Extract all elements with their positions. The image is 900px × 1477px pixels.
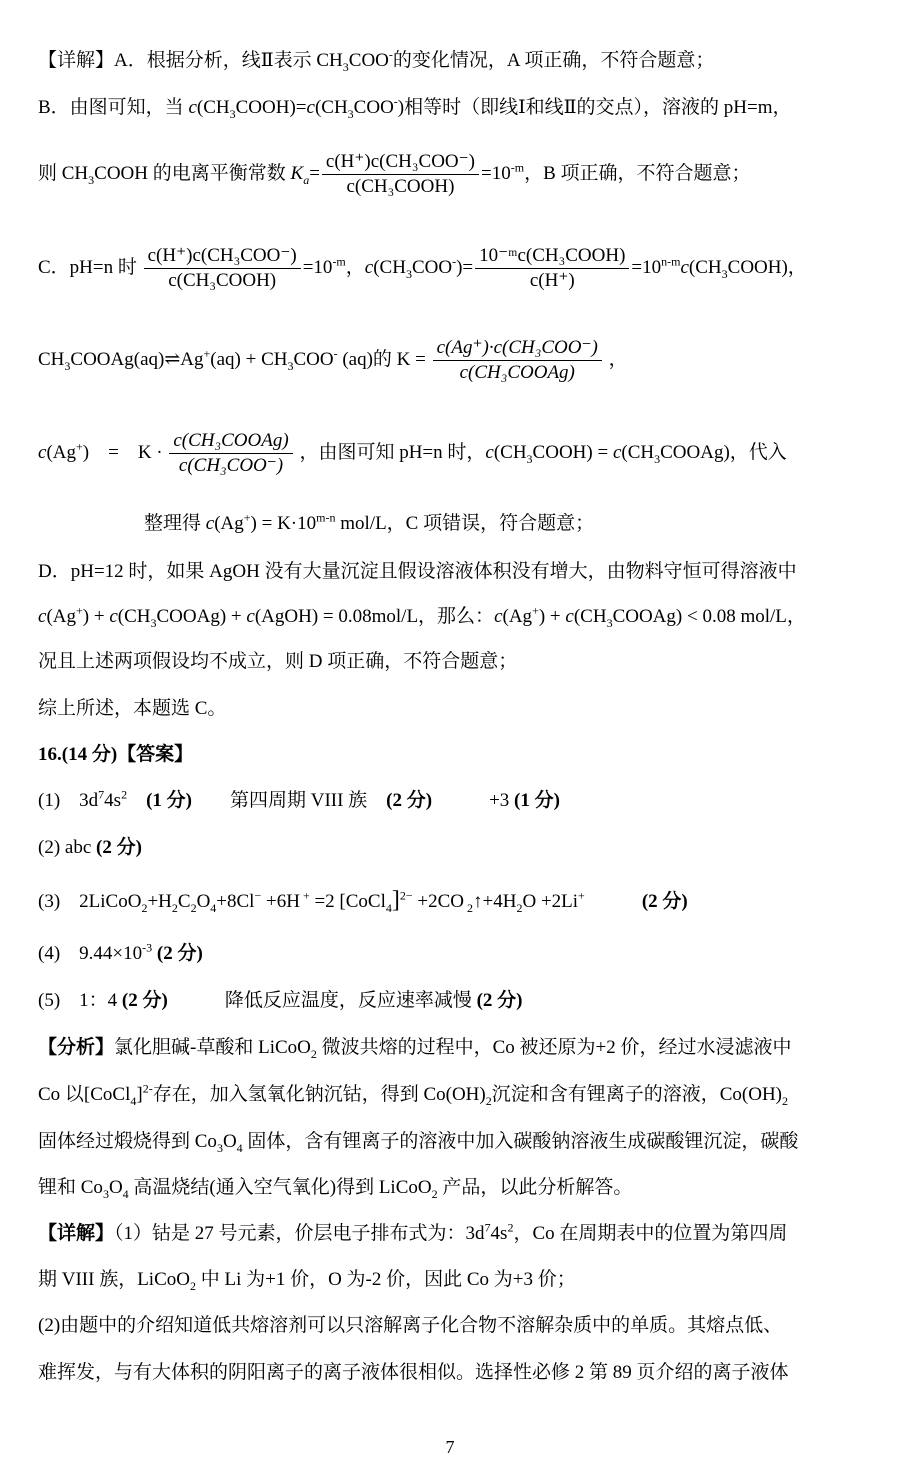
answer-line: (1) $3d^74s^2$ (1 分) 第四周期 VIII 族 (2 分) +3 (1 分) [38,787,560,811]
text-line: 则 $CH_3COOH$ 的电离平衡常数 $K_a=$ $\frac{\text{c(H⁺)c(CH₃COO⁻)}}{\text{c(CH₃COOH)}}$ $=10^{-m}$，B 项正确，不符合题意； [38,151,751,198]
analysis-line: 固体经过煅烧得到 $Co_3O_4$ 固体，含有锂离子的溶液中加入碳酸钠溶液生成碳酸锂沉淀，碳酸 [38,1131,799,1155]
fraction: $\frac{\text{c(H⁺)c(CH₃COO⁻)}}{\text{c(CH₃COOH)}}$ [144,245,301,292]
fraction: $\frac{\text{10⁻ᵐc(CH₃COOH)}}{c(H^+)}$ [475,245,629,292]
analysis-line: 锂和 $Co_3O_4$ 高温烧结(通入空气氧化)得到 LiCoO$_2$ 产品，以此分析解答。 [38,1177,633,1201]
text-line: c(Ag+) = K · $\frac{\text{c(CH₃COOAg)}}{\text{c(CH₃COO⁻)}}$ ，由图可知 pH=n 时，$c(CH_3COOH)$ = $c(CH_3COOAg)$，代入 [38,430,787,477]
text-line: 综上所述，本题选 C。 [38,698,227,719]
text-line: D．pH=12 时，如果 AgOH 没有大量沉淀且假设溶液体积没有增大，由物料守恒可得溶液中 [38,561,797,582]
text-line: B．由图可知，当 $c(CH_3COOH)=c(CH_3COO^-)$相等时（即线Ⅰ和线Ⅱ的交点），溶液的 pH=m， [38,94,792,121]
section-heading: 16.(14 分)【答案】 [38,744,194,765]
analysis-line: Co 以[CoCl$_4$]$^{2-}$存在，加入氢氧化钠沉钴，得到 $Co(OH)_2$沉淀和含有锂离子的溶液，$Co(OH)_2$ [38,1081,789,1108]
answer-line: (2) abc (2 分) [38,837,142,858]
text-line: 整理得 $c(Ag^+) = K\cdot 10^{m-n}$ mol/L，C 项错误，符合题意； [144,510,595,534]
fraction: $\frac{\text{c(H⁺)c(CH₃COO⁻)}}{\text{c(CH₃COOH)}}$ [322,151,479,198]
answer-line: (4) $9.44\times 10^{-3}$ (2 分) [38,940,203,964]
fraction: $\frac{\text{c(CH₃COOAg)}}{\text{c(CH₃COO⁻)}}$ [169,430,292,477]
answer-line: (5) 1：4 (2 分) 降低反应温度，反应速率减慢 (2 分) [38,990,523,1011]
analysis-line: 【分析】氯化胆碱-草酸和 LiCoO$_2$ 微波共熔的过程中，Co 被还原为+2 价，经过水浸滤液中 [38,1037,792,1061]
detail-line: 期 VIII 族，LiCoO$_2$ 中 Li 为+1 价，O 为-2 价，因此 Co 为+3 价； [38,1269,576,1293]
detail-line: (2)由题中的介绍知道低共熔溶剂可以只溶解离子化合物不溶解杂质中的单质。其熔点低、 [38,1315,783,1336]
text-line: $CH_3COOAg(aq)\rightleftharpoons Ag^+(aq) + CH_3COO^-$ (aq)的 K = $\frac{\text{c(Ag⁺)·c(CH₃COO⁻)}}{\text{c(CH₃COOAg)}}$ ， [38,337,628,384]
text-line: 【详解】A．根据分析，线Ⅱ表示 $CH_3COO^-$的变化情况，A 项正确，不符合题意； [38,47,715,74]
page-number: 7 [445,1437,455,1457]
text-line: $c(Ag^+) + c(CH_3COOAg)$ + c(AgOH) = 0.08mol/L，那么：$c(Ag^+) + c(CH_3COOAg) < 0.08$ mol/L， [38,603,806,630]
detail-line: 【详解】（1）钴是 27 号元素，价层电子排布式为：$3d^74s^2$，Co 在周期表中的位置为第四周 [38,1220,788,1244]
answer-line: (3) $2LiCoO_2+H_2C_2O_4+8Cl^- +6H$ + =2 [CoCl$_4$]$^{2-}$ +2CO $_2↑+4H_2O +2Li^+$ (2 分) [38,887,688,915]
text-line: 况且上述两项假设均不成立，则 D 项正确，不符合题意； [38,651,518,672]
text-line: C．pH=n 时 $\frac{\text{c(H⁺)c(CH₃COO⁻)}}{\text{c(CH₃COOH)}}$ $=10^{-m}$，$c(CH_3COO^-)=$ $\frac{\text{10⁻ᵐc(CH₃COOH)}}{c(H^+)}$ $=10^{n-m}c(CH_3COOH)$， [38,245,807,292]
fraction: $\frac{\text{c(Ag⁺)·c(CH₃COO⁻)}}{\text{c(CH₃COOAg)}}$ [433,337,602,384]
detail-line: 难挥发，与有大体积的阴阳离子的离子液体很相似。选择性必修 2 第 89 页介绍的离子液体 [38,1362,789,1383]
